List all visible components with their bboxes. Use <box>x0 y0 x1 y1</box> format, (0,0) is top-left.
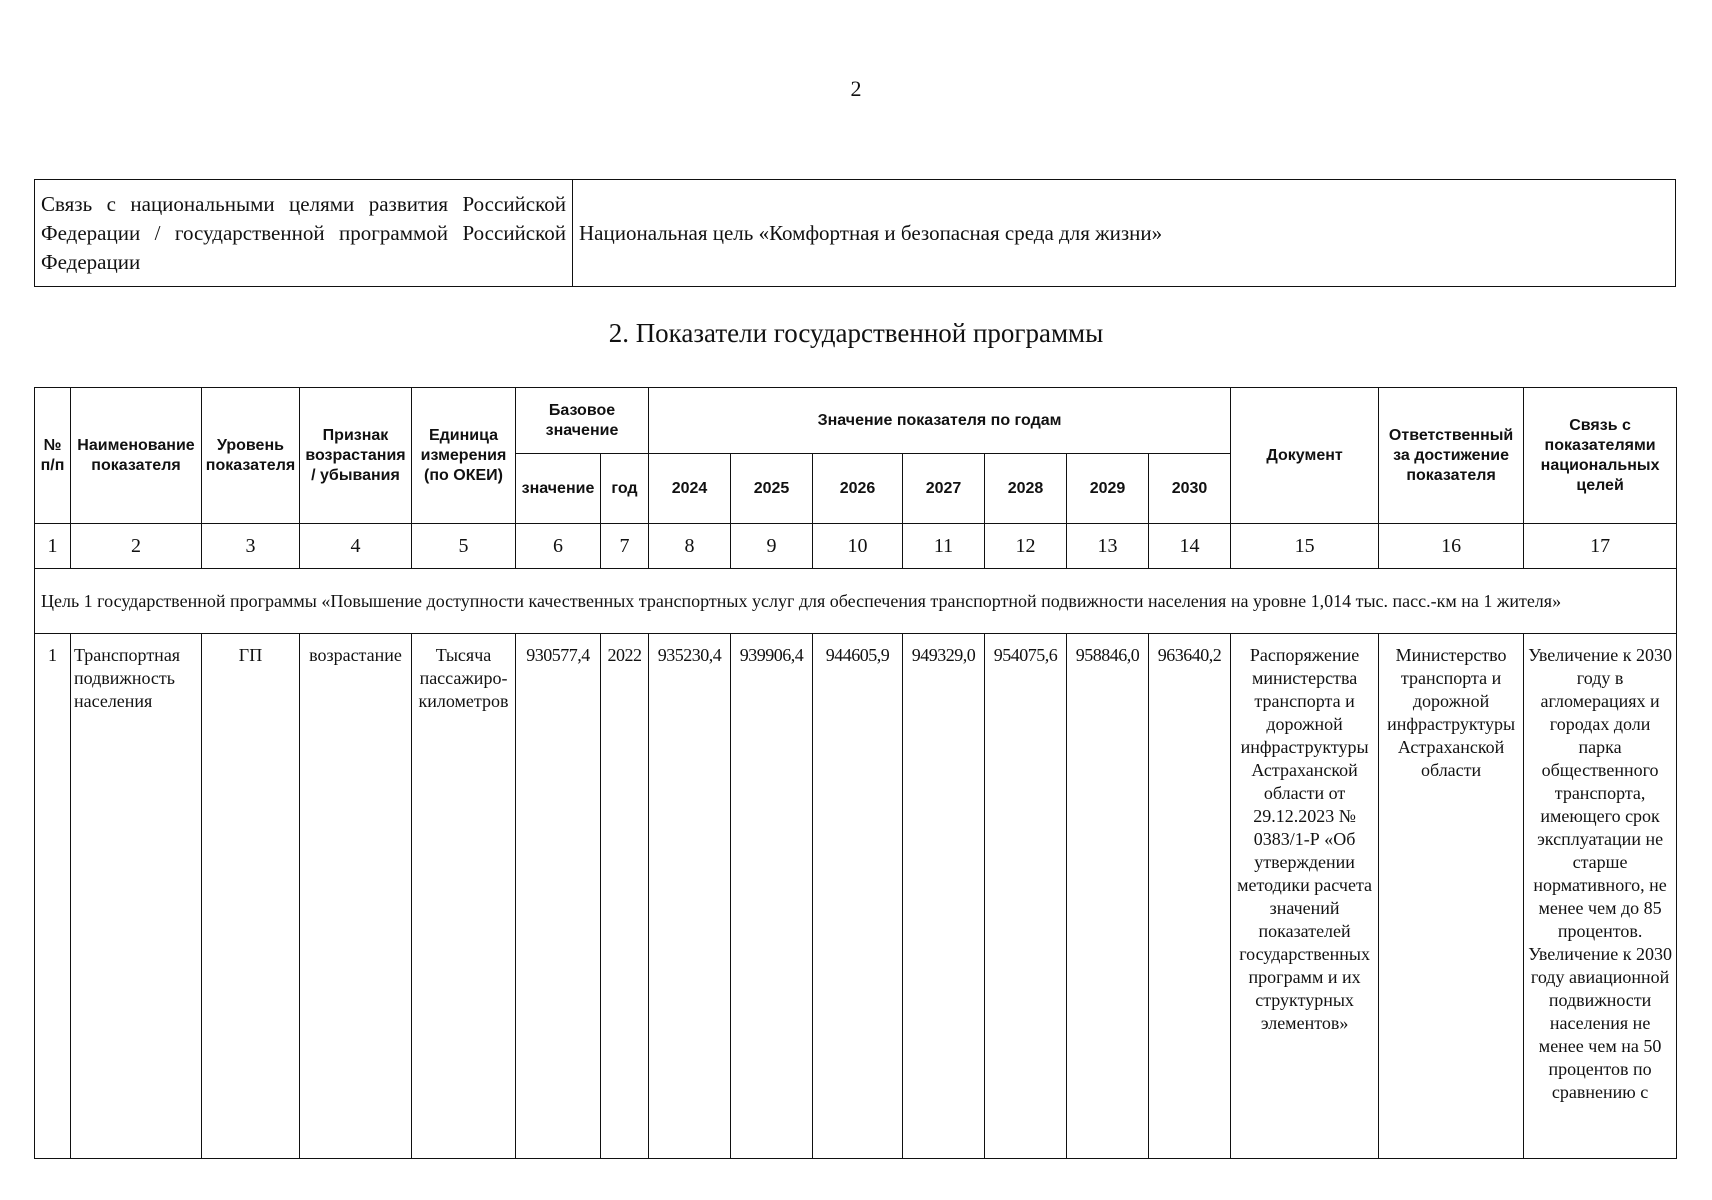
header-year: 2026 <box>813 454 903 524</box>
column-number: 7 <box>601 524 649 569</box>
header-document: Документ <box>1231 388 1379 524</box>
indicators-table <box>34 387 1677 1159</box>
header-num: № п/п <box>35 388 71 524</box>
link-label: Связь с национальными целями развития Российской Федерации / государственной программой Российской Федерации <box>35 180 573 287</box>
column-number: 13 <box>1067 524 1149 569</box>
value-2030: 963640,2 <box>1149 634 1231 1159</box>
column-number: 4 <box>300 524 412 569</box>
link-value: Национальная цель «Комфортная и безопасная среда для жизни» <box>573 180 1676 287</box>
header-responsible: Ответственный за достижение показателя <box>1379 388 1524 524</box>
header-level: Уровень показателя <box>202 388 300 524</box>
value-2029: 958846,0 <box>1067 634 1149 1159</box>
column-number: 8 <box>649 524 731 569</box>
column-number: 9 <box>731 524 813 569</box>
column-number: 10 <box>813 524 903 569</box>
indicator-sign: возрастание <box>300 634 412 1159</box>
link-row <box>35 180 1676 287</box>
column-number: 17 <box>1524 524 1677 569</box>
header-year: 2029 <box>1067 454 1149 524</box>
column-number: 14 <box>1149 524 1231 569</box>
indicator-name: Транспортная подвижность населения <box>71 634 202 1159</box>
column-number: 5 <box>412 524 516 569</box>
column-number: 2 <box>71 524 202 569</box>
header-year: 2024 <box>649 454 731 524</box>
header-year: 2028 <box>985 454 1067 524</box>
column-number: 6 <box>516 524 601 569</box>
value-2025: 939906,4 <box>731 634 813 1159</box>
value-2028: 954075,6 <box>985 634 1067 1159</box>
header-year: 2025 <box>731 454 813 524</box>
indicator-responsible: Министерство транспорта и дорожной инфраструктуры Астраханской области <box>1379 634 1524 1159</box>
base-year: 2022 <box>601 634 649 1159</box>
column-number: 16 <box>1379 524 1524 569</box>
national-goals-link-table <box>34 179 1676 287</box>
goal-row <box>35 569 1677 634</box>
header-unit: Единица измерения (по ОКЕИ) <box>412 388 516 524</box>
indicator-document: Распоряжение министерства транспорта и дорожной инфраструктуры Астраханской области от 29.12.2023 № 0383/1-Р «Об утверждении методики расчета значений показателей государственных программ и их структурных элементов» <box>1231 634 1379 1159</box>
page-number: 2 <box>850 76 862 101</box>
header-by-years: Значение показателя по годам <box>649 388 1231 454</box>
value-2027: 949329,0 <box>903 634 985 1159</box>
header-base-value: значение <box>516 454 601 524</box>
indicator-national-link: Увеличение к 2030 году в агломерациях и городах доли парка общественного транспорта, имеющего срок эксплуатации не старше нормативного, не менее чем до 85 процентов. Увеличение к 2030 году авиационной подвижности населения не менее чем на 50 процентов по сравнению с <box>1524 634 1677 1159</box>
value-2024: 935230,4 <box>649 634 731 1159</box>
value-2026: 944605,9 <box>813 634 903 1159</box>
section-title: 2. Показатели государственной программы <box>608 318 1104 348</box>
header-name: Наименование показателя <box>71 388 202 524</box>
indicator-unit: Тысяча пассажиро-километров <box>412 634 516 1159</box>
header-year: 2027 <box>903 454 985 524</box>
column-number: 12 <box>985 524 1067 569</box>
header-sign: Признак возрастания / убывания <box>300 388 412 524</box>
header-base: Базовое значение <box>516 388 649 454</box>
table-row <box>35 634 1677 1159</box>
row-num: 1 <box>35 634 71 1159</box>
column-number: 11 <box>903 524 985 569</box>
header-base-year: год <box>601 454 649 524</box>
header-year: 2030 <box>1149 454 1231 524</box>
header-row-1 <box>35 388 1677 454</box>
base-value: 930577,4 <box>516 634 601 1159</box>
column-numbers-row <box>35 524 1677 569</box>
goal-text: Цель 1 государственной программы «Повышение доступности качественных транспортных услуг для обеспечения транспортной подвижности населения на уровне 1,014 тыс. пасс.-км на 1 жителя» <box>35 569 1677 634</box>
column-number: 1 <box>35 524 71 569</box>
column-number: 3 <box>202 524 300 569</box>
header-link: Связь с показателями национальных целей <box>1524 388 1677 524</box>
column-number: 15 <box>1231 524 1379 569</box>
indicator-level: ГП <box>202 634 300 1159</box>
